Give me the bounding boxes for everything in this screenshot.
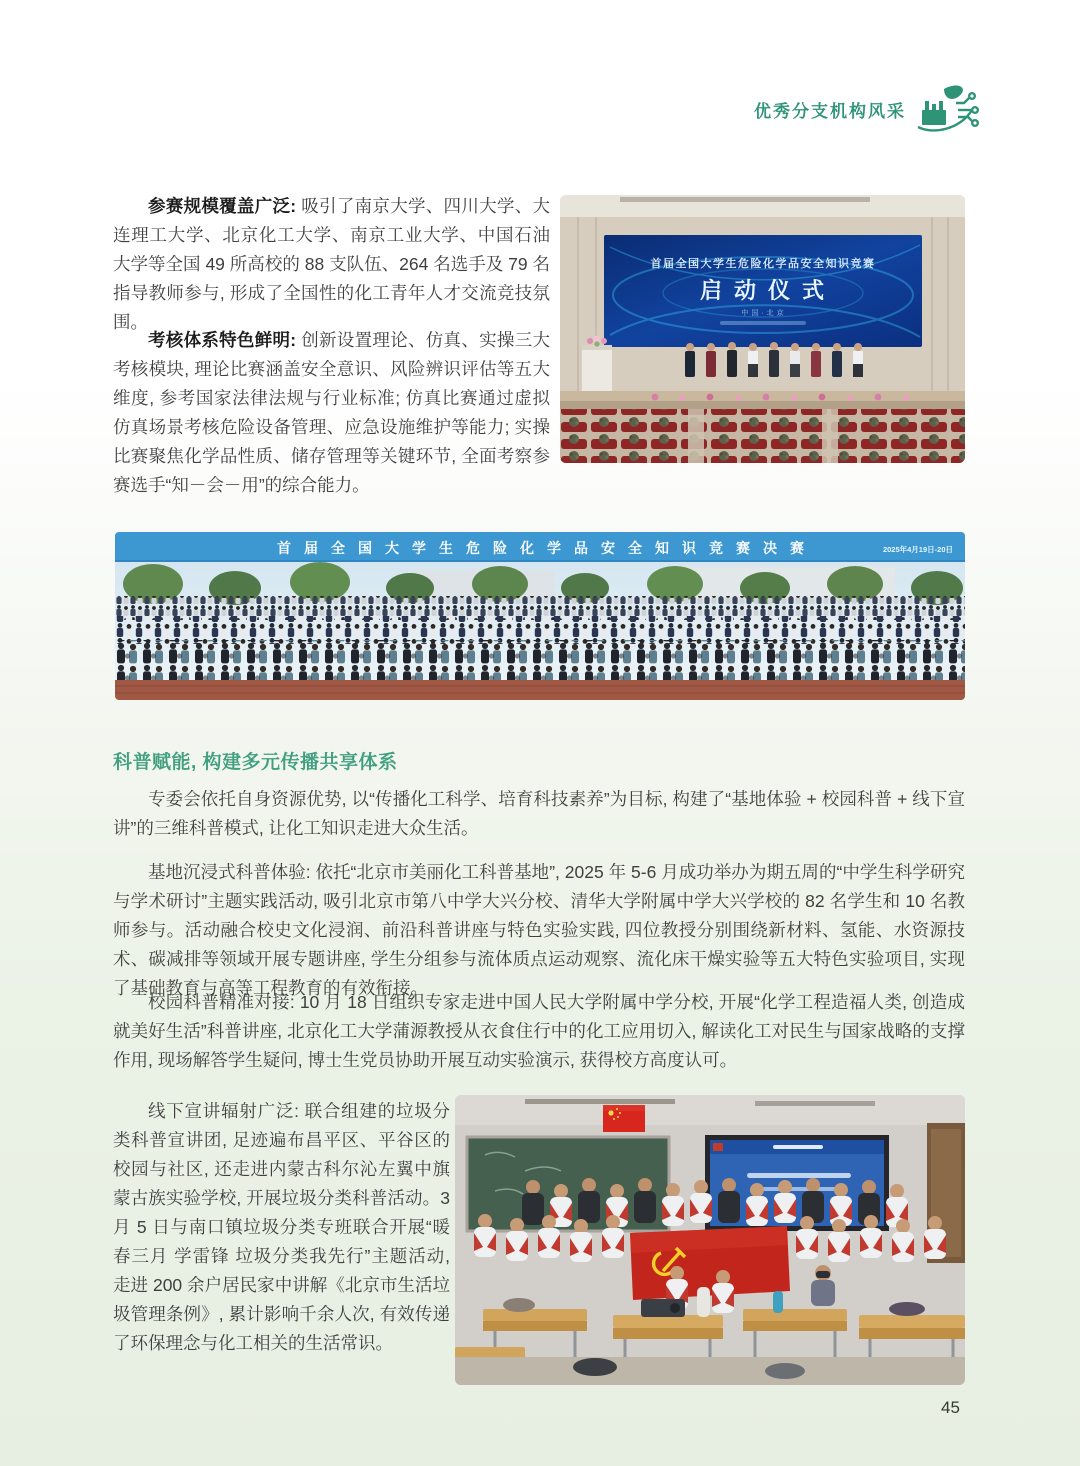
finals-banner xyxy=(115,532,965,562)
finals-group-photo xyxy=(115,532,965,700)
page-number: 45 xyxy=(941,1398,960,1417)
svg-text:首届全国大学生危险化学品安全知识竞赛: 首届全国大学生危险化学品安全知识竞赛 xyxy=(650,258,876,270)
paragraph-campus-outreach: 校园科普精准对接: 10 月 18 日组织专家走进中国人民大学附属中学分校, 开展“化学工程造福人类, 创造成就美好生活”科普讲座, 北京化工大学蒲源教授从衣食住行中的化工应用切入, 解读化工对民生与国家战略的支撑作用, 现场解答学生疑问, 博士生党员协助开展互动实验演示, 获得校方高度认可。 xyxy=(113,992,965,1070)
china-flag-icon xyxy=(603,1105,645,1132)
svg-text:首届全国大学生危险化学品安全知识竞赛决赛: 首届全国大学生危险化学品安全知识竞赛决赛 xyxy=(277,540,817,556)
paragraph-competition-scale xyxy=(113,192,550,337)
classroom-floor xyxy=(455,1357,965,1385)
launch-ceremony-photo xyxy=(560,195,965,463)
paragraph-overview: 专委会依托自身资源优势, 以“传播化工科学、培育科技素养”为目标, 构建了“基地体验 + 校园科普 + 线下宣讲”的三维科普模式, 让化工知识走进大众生活。 xyxy=(113,789,965,838)
paragraph-lead: 参赛规模覆盖广泛: xyxy=(148,196,297,216)
svg-text:启动仪式: 启动仪式 xyxy=(699,278,837,303)
header-title: 优秀分支机构风采 xyxy=(754,101,906,121)
paragraph-lead: 考核体系特色鲜明: xyxy=(148,330,297,350)
led-screen xyxy=(604,235,922,347)
paragraph-assessment-system xyxy=(113,326,550,500)
audience-seats xyxy=(560,409,965,463)
paragraph-text: 创新设置理论、仿真、实操三大考核模块, 理论比赛涵盖安全意识、风险辨识评估等五大维度, 参考国家法律法规与行业标准; 仿真比赛通过虚拟仿真场景考核危险设备管理、应急设施维护等能力; 实操比赛聚焦化学品性质、储存管理等关键环节, 全面考察参赛选手“知－会－用”的综合能力。 xyxy=(113,330,550,495)
crowd xyxy=(115,596,965,682)
brick-ground xyxy=(115,680,965,700)
svg-text:2025年4月19日-20日: 2025年4月19日-20日 xyxy=(882,545,953,554)
party-flag xyxy=(630,1226,790,1300)
section-heading: 科普赋能, 构建多元传播共享体系 xyxy=(113,752,398,773)
paragraph-text: 吸引了南京大学、四川大学、大连理工大学、北京化工大学、南京工业大学、中国石油大学等全国 49 所高校的 88 支队伍、264 名选手及 79 名指导教师参与, 形成了全国性的化工青年人才交流竞技氛围。 xyxy=(113,196,550,332)
people-on-stage xyxy=(685,342,863,377)
paragraph-base-experience: 基地沉浸式科普体验: 依托“北京市美丽化工科普基地”, 2025 年 5-6 月成功举办为期五周的“中学生科学研究与学术研讨”主题实践活动, 吸引北京市第八中学大兴分校、清华大学附属中学大兴学校的 82 名学生和 10 名教师参与。活动融合校史文化浸润、前沿科普讲座与特色实验实践, 四位教授分别围绕新材料、氢能、水资源技术、碳减排等领域开展专题讲座, 学生分组参与流体质点运动观察、流化床干燥实验等五大特色实验项目, 实现了基础教育与高等工程教育的有效衔接。 xyxy=(113,862,965,998)
svg-text:中国·北京: 中国·北京 xyxy=(741,310,787,317)
page-header xyxy=(754,80,986,138)
classroom-group-photo xyxy=(455,1095,965,1385)
factory-leaf-circuit-icon xyxy=(914,80,986,138)
paragraph-offline-lectures: 线下宣讲辐射广泛: 联合组建的垃圾分类科普宣讲团, 足迹遍布昌平区、平谷区的校园与社区, 还走进内蒙古科尔沁左翼中旗蒙古族实验学校, 开展垃圾分类科普活动。3 月 5 日与南口镇垃圾分类专班联合开展“暖春三月 学雷锋 垃圾分类我先行”主题活动, 走进 200 余户居民家中讲解《北京市生活垃圾管理条例》, 累计影响千余人次, 有效传递了环保理念与化工相关的生活常识。 xyxy=(113,1101,450,1353)
